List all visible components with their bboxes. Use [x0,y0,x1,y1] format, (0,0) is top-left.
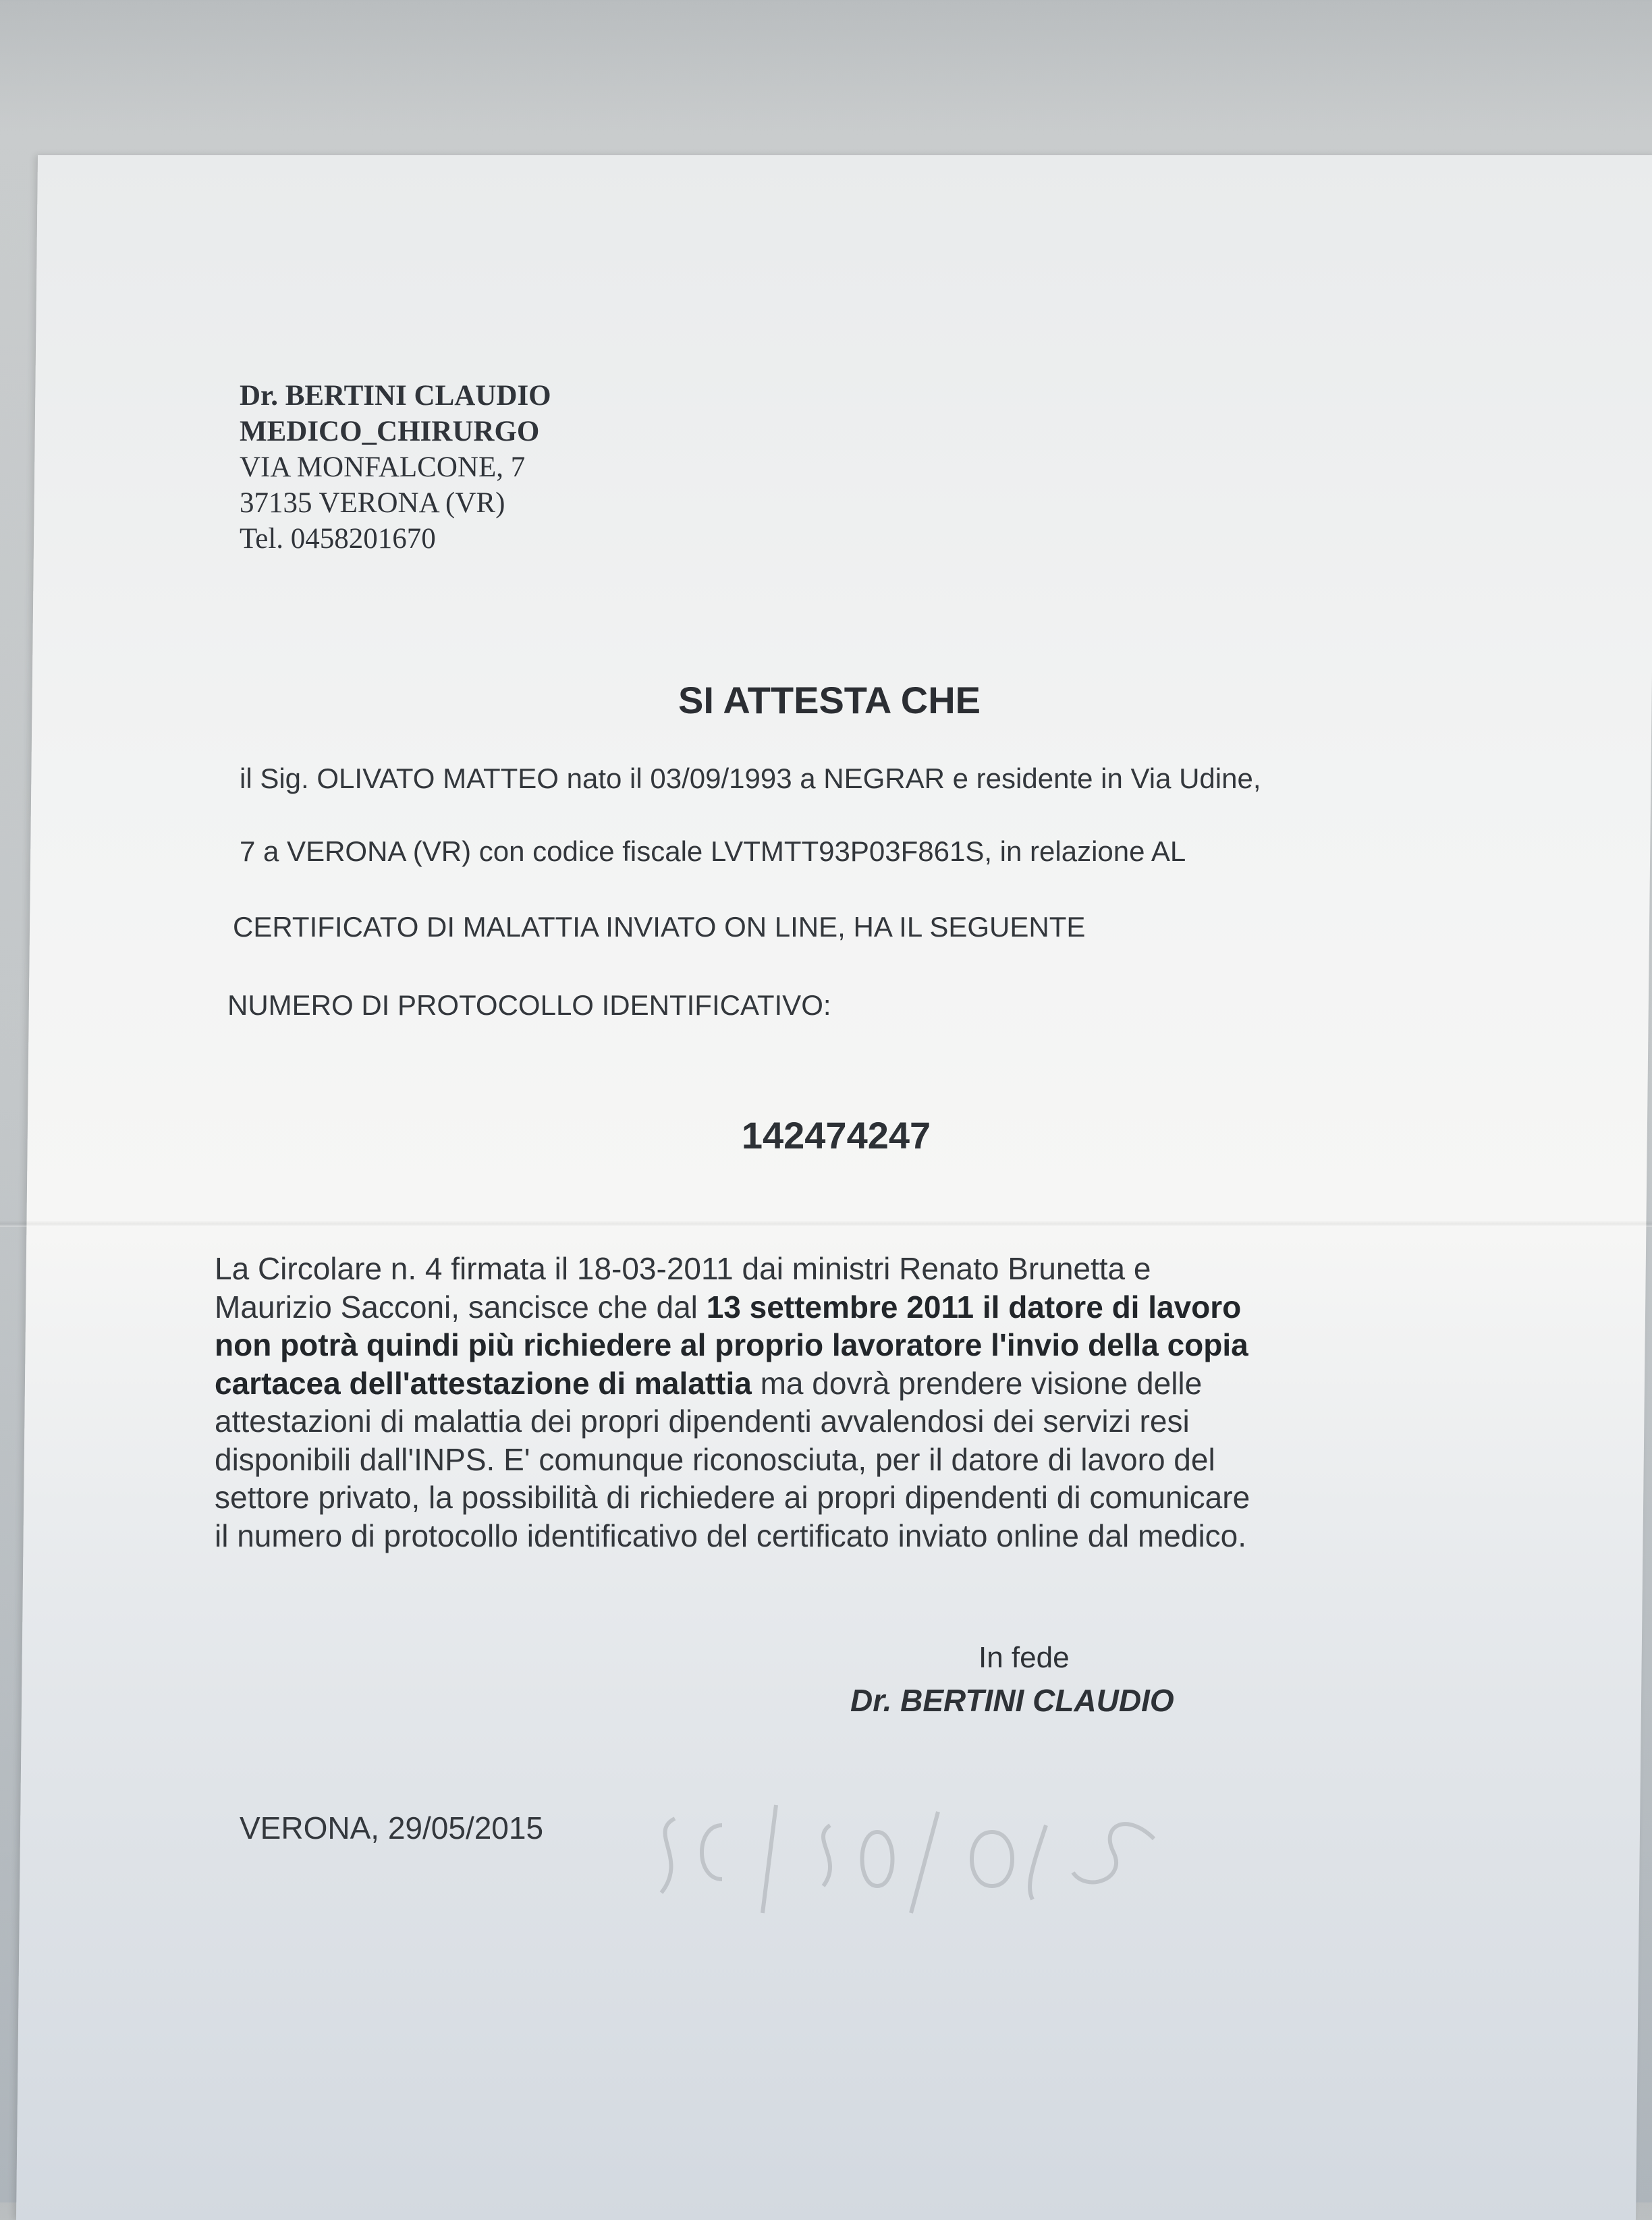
document-title: SI ATTESTA CHE [678,679,981,721]
doctor-role: MEDICO_CHIRURGO [240,416,540,447]
attestation-line-4: NUMERO DI PROTOCOLLO IDENTIFICATIVO: [227,989,831,1021]
paragraph-line: Maurizio Sacconi, sancisce che dal 13 settembre 2011 il datore di lavoro [215,1289,1242,1325]
doctor-letterhead [240,378,551,557]
attestation-line-2: 7 a VERONA (VR) con codice fiscale LVTMTT93P03F861S, in relazione AL [240,835,1186,867]
attestation-line-3: CERTIFICATO DI MALATTIA INVIATO ON LINE, HA IL SEGUENTE [233,911,1086,943]
paragraph-line: disponibili dall'INPS. E' comunque riconosciuta, per il datore di lavoro del [215,1441,1215,1477]
paragraph-line: cartacea dell'attestazione di malattia ma dovrà prendere visione delle [215,1365,1203,1401]
doctor-phone: Tel. 0458201670 [240,523,436,555]
doctor-name: Dr. BERTINI CLAUDIO [240,380,551,412]
place-date: VERONA, 29/05/2015 [240,1810,544,1846]
protocol-number: 142474247 [741,1114,931,1157]
attestation-line-1: il Sig. OLIVATO MATTEO nato il 03/09/1993 a NEGRAR e residente in Via Udine, [240,762,1261,794]
paragraph-line: settore privato, la possibilità di richiedere ai propri dipendenti di comunicare [215,1480,1250,1515]
paragraph-line: La Circolare n. 4 firmata il 18-03-2011 dai ministri Renato Brunetta e [215,1251,1151,1286]
in-fede-label: In fede [979,1641,1070,1674]
handwritten-mark [560,1785,1167,1920]
circolare-paragraph [215,1250,1443,1555]
paragraph-line: attestazioni di malattia dei propri dipendenti avvalendosi dei servizi resi [215,1404,1190,1439]
doctor-city: 37135 VERONA (VR) [240,487,505,519]
paragraph-line: non potrà quindi più richiedere al proprio lavoratore l'invio della copia [215,1327,1248,1362]
paragraph-line: il numero di protocollo identificativo del certificato inviato online dal medico. [215,1518,1247,1553]
doctor-address: VIA MONFALCONE, 7 [240,451,526,483]
signature-doctor-name: Dr. BERTINI CLAUDIO [850,1683,1174,1718]
